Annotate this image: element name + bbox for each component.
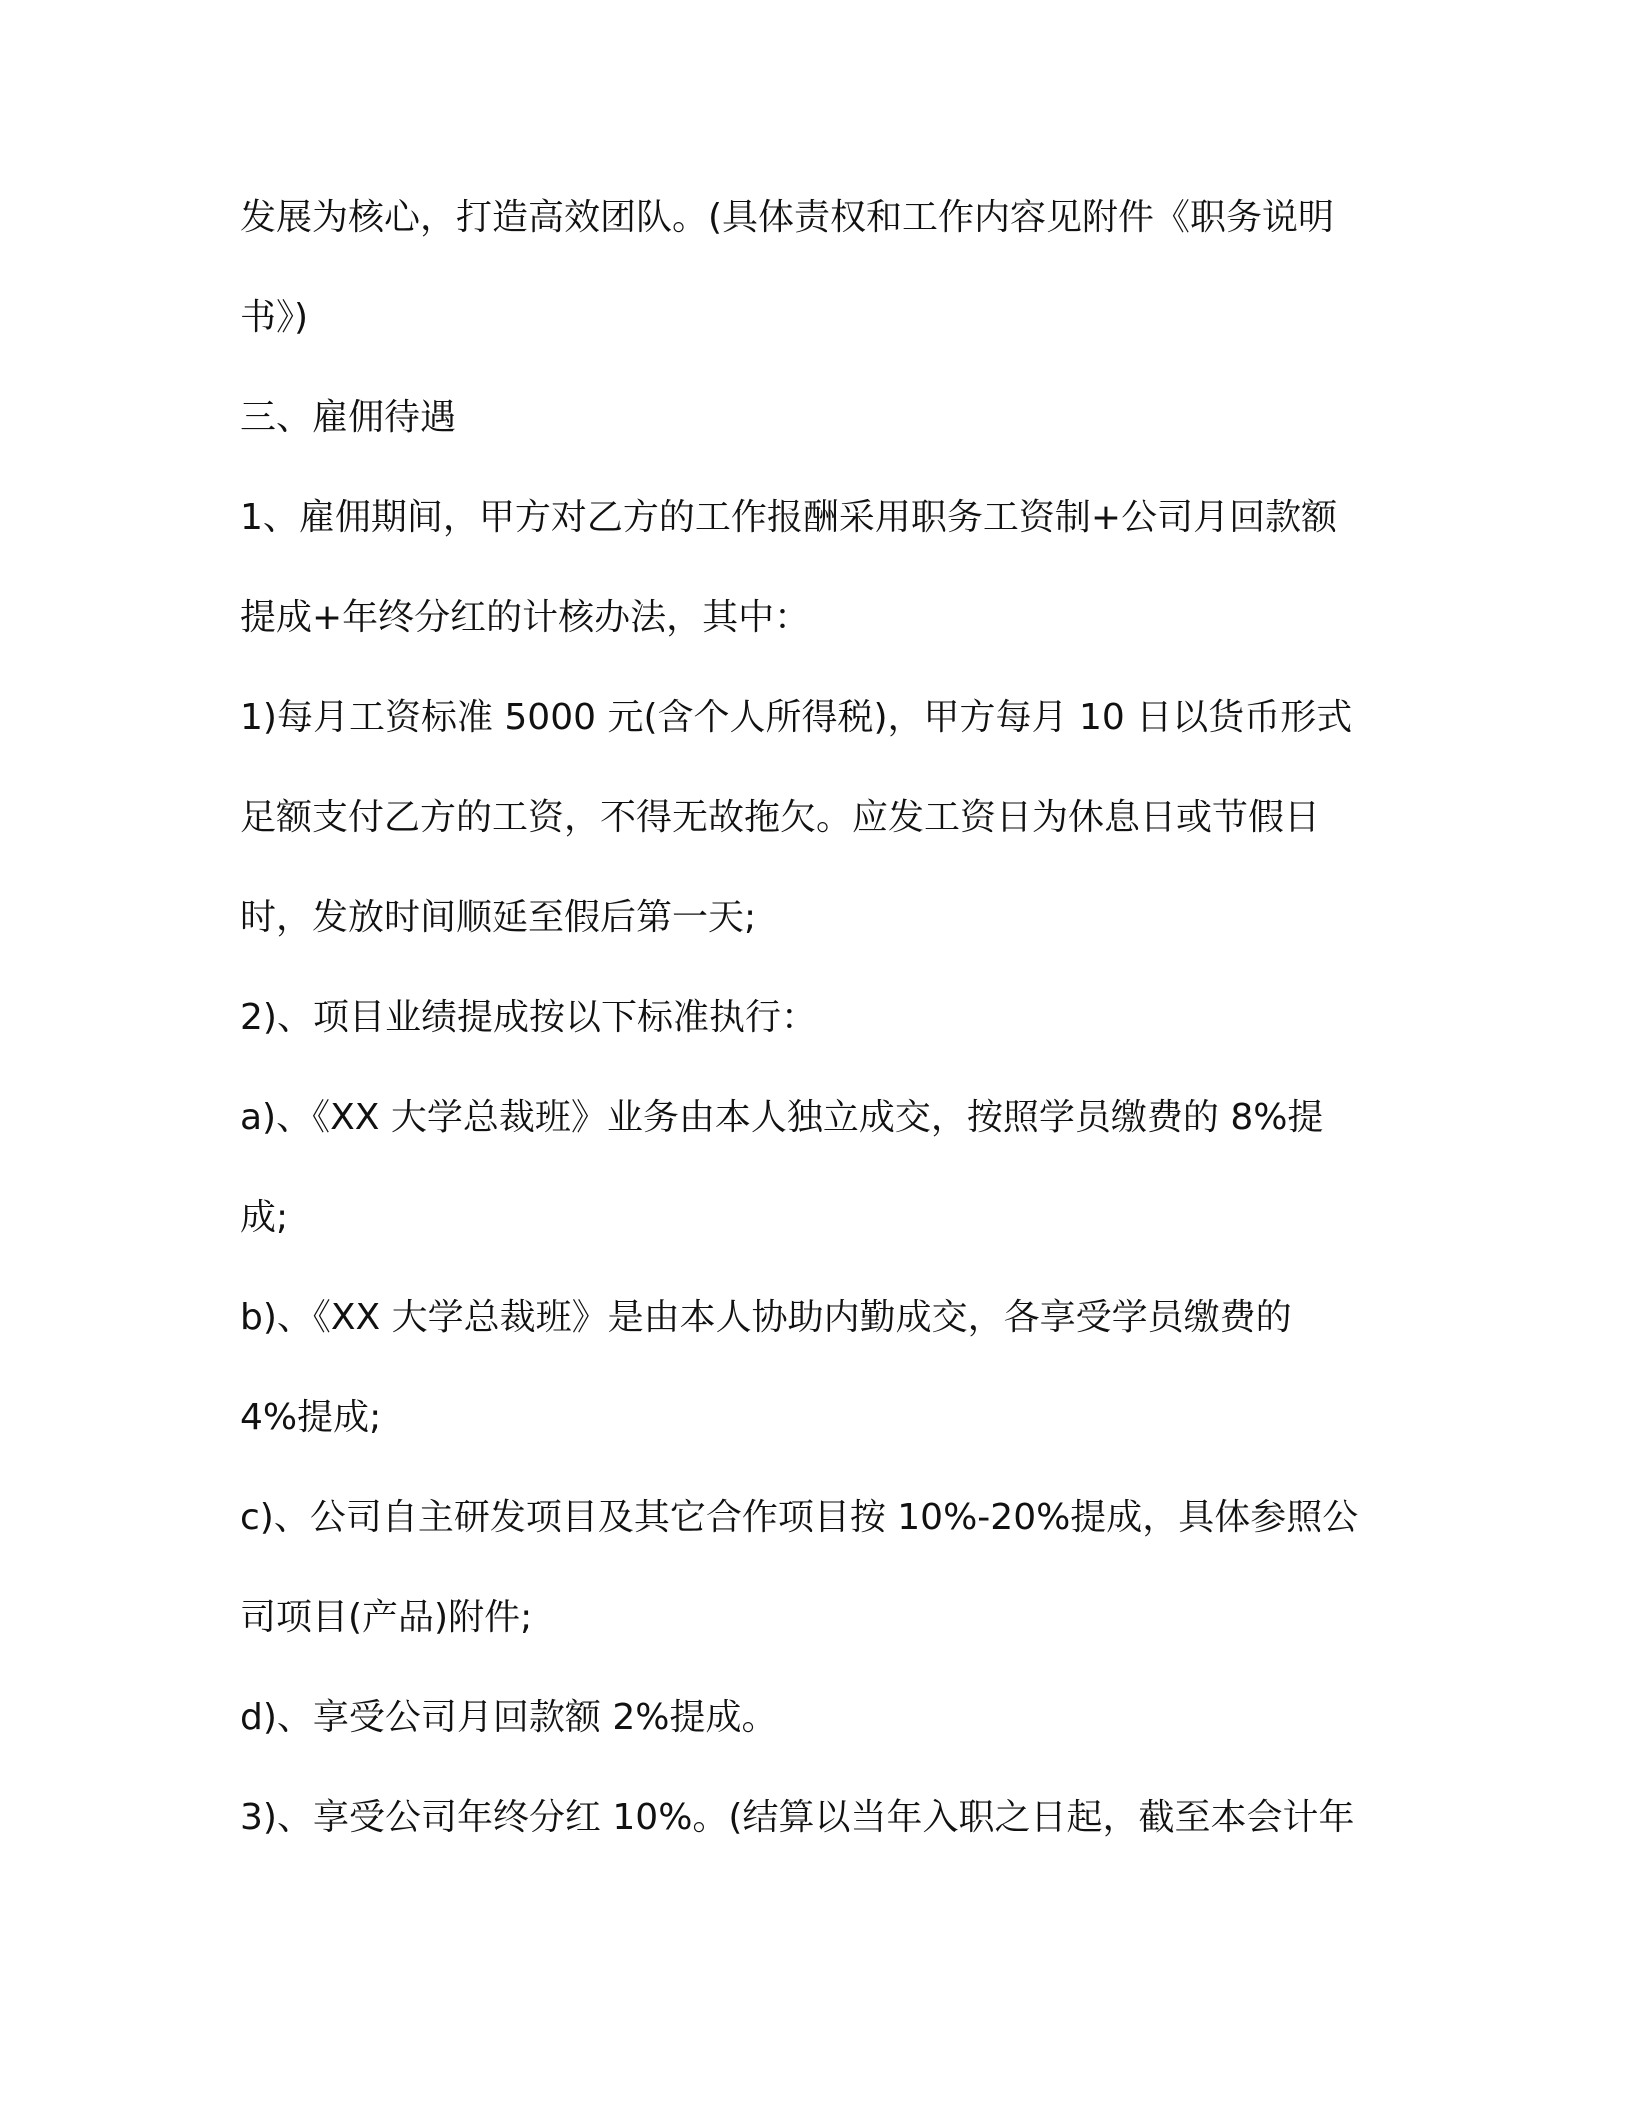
text-line-14: c)、公司自主研发项目及其它合作项目按 10%-20%提成，具体参照公 [240,1497,1359,1538]
text-line-1: 发展为核心，打造高效团队。(具体责权和工作内容见附件《职务说明 [240,197,1335,238]
text-line-7: 足额支付乙方的工资，不得无故拖欠。应发工资日为休息日或节假日 [240,797,1321,838]
text-line-4: 1、雇佣期间，甲方对乙方的工作报酬采用职务工资制+公司月回款额 [240,497,1338,538]
text-line-17: 3)、享受公司年终分红 10%。(结算以当年入职之日起，截至本会计年 [240,1797,1355,1838]
text-line-9: 2)、项目业绩提成按以下标准执行： [240,997,817,1038]
section-heading: 三、雇佣待遇 [240,397,457,438]
text-line-8: 时，发放时间顺延至假后第一天; [240,897,757,938]
text-line-13: 4%提成; [240,1397,382,1438]
text-line-16: d)、享受公司月回款额 2%提成。 [240,1697,778,1738]
text-line-10: a)、《XX 大学总裁班》业务由本人独立成交，按照学员缴费的 8%提 [240,1097,1324,1138]
text-line-5: 提成+年终分红的计核办法，其中： [240,597,811,638]
text-line-12: b)、《XX 大学总裁班》是由本人协助内勤成交，各享受学员缴费的 [240,1297,1292,1338]
text-line-11: 成; [240,1197,289,1238]
text-line-6: 1)每月工资标准 5000 元(含个人所得税)，甲方每月 10 日以货币形式 [240,697,1353,738]
text-line-2: 书》) [240,297,309,338]
text-line-15: 司项目(产品)附件; [240,1597,533,1638]
